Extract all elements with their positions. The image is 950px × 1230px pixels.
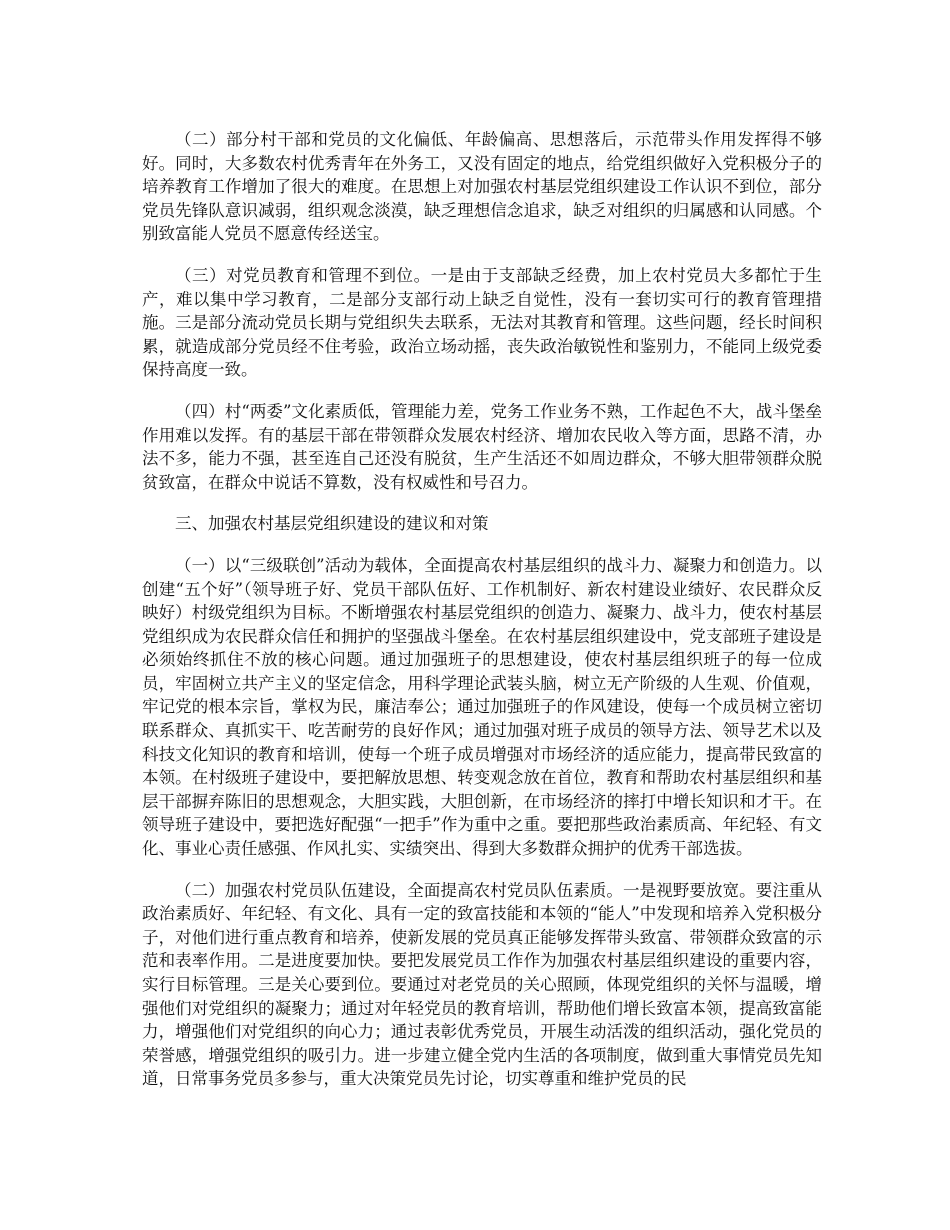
paragraph-3-education-management: （三）对党员教育和管理不到位。一是由于支部缺乏经费，加上农村党员大多都忙于生产，难以集中学习教育，二是部分支部行动上缺乏自觉性，没有一套切实可行的教育管理措施。三是部分流动党员长期与党组织失去联系，无法对其教育和管理。这些问题，经长时间积累，就造成部分党员经不住考验，政治立场动摇，丧失政治敏锐性和鉴别力，不能同上级党委保持高度一致。 bbox=[142, 265, 822, 380]
paragraph-suggestion-2: （二）加强农村党员队伍建设，全面提高农村党员队伍素质。一是视野要放宽。要注重从政治素质好、年纪轻、有文化、具有一定的致富技能和本领的“能人”中发现和培养入党积极分子，对他们进行重点教育和培养，使新发展的党员真正能够发挥带头致富、带领群众致富的示范和表率作用。二是进度要加快。要把发展党员工作作为加强农村基层组织建设的重要内容，实行目标管理。三是关心要到位。要通过对老党员的关心照顾，体现党组织的关怀与温暖，增强他们对党组织的凝聚力；通过对年轻党员的教育培训，帮助他们增长致富本领，提高致富能力，增强他们对党组织的向心力；通过表彰优秀党员，开展生动活泼的组织活动，强化党员的荣誉感，增强党组织的吸引力。进一步建立健全党内生活的各项制度，做到重大事情党员先知道，日常事务党员多参与，重大决策党员先讨论，切实尊重和维护党员的民 bbox=[142, 880, 822, 1089]
paragraph-2-problems-cadres: （二）部分村干部和党员的文化偏低、年龄偏高、思想落后，示范带头作用发挥得不够好。同时，大多数农村优秀青年在外务工，又没有固定的地点，给党组织做好入党积极分子的培养教育工作增加了很大的难度。在思想上对加强农村基层党组织建设工作认识不到位，部分党员先锋队意识减弱，组织观念淡漠，缺乏理想信念追求，缺乏对组织的归属感和认同感。个别致富能人党员不愿意传经送宝。 bbox=[142, 130, 822, 244]
paragraph-4-village-committees: （四）村“两委”文化素质低，管理能力差，党务工作业务不熟，工作起色不大，战斗堡垒作用难以发挥。有的基层干部在带领群众发展农村经济、增加农民收入等方面，思路不清，办法不多，能力不强，甚至连自己还没有脱贫，生产生活还不如周边群众，不够大胆带领群众脱贫致富，在群众中说话不算数，没有权威性和号召力。 bbox=[142, 401, 822, 492]
document-page bbox=[142, 128, 822, 1109]
section-heading-suggestions: 三、加强农村基层党组织建设的建议和对策 bbox=[175, 514, 489, 534]
paragraph-suggestion-1: （一）以“三级联创”活动为载体，全面提高农村基层组织的战斗力、凝聚力和创造力。以创建“五个好”（领导班子好、党员干部队伍好、工作机制好、新农村建设业绩好、农民群众反映好）村级党组织为目标。不断增强农村基层党组织的创造力、凝聚力、战斗力，使农村基层党组织成为农民群众信任和拥护的坚强战斗堡垒。在农村基层组织建设中，党支部班子建设是必须始终抓住不放的核心问题。通过加强班子的思想建设，使农村基层组织班子的每一位成员，牢固树立共产主义的坚定信念，用科学理论武装头脑，树立无产阶级的人生观、价值观，牢记党的根本宗旨，掌权为民，廉洁奉公；通过加强班子的作风建设，使每一个成员树立密切联系群众、真抓实干、吃苦耐劳的良好作风；通过加强对班子成员的领导方法、领导艺术以及科技文化知识的教育和培训，使每一个班子成员增强对市场经济的适应能力，提高带民致富的本领。在村级班子建设中，要把解放思想、转变观念放在首位，教育和帮助农村基层组织和基层干部摒弃陈旧的思想观念，大胆实践，大胆创新，在市场经济的摔打中增长知识和才干。在领导班子建设中，要把选好配强“一把手”作为重中之重。要把那些政治素质高、年纪轻、有文化、事业心责任感强、作风扎实、实绩突出、得到大多数群众拥护的优秀干部选拔。 bbox=[142, 555, 822, 859]
